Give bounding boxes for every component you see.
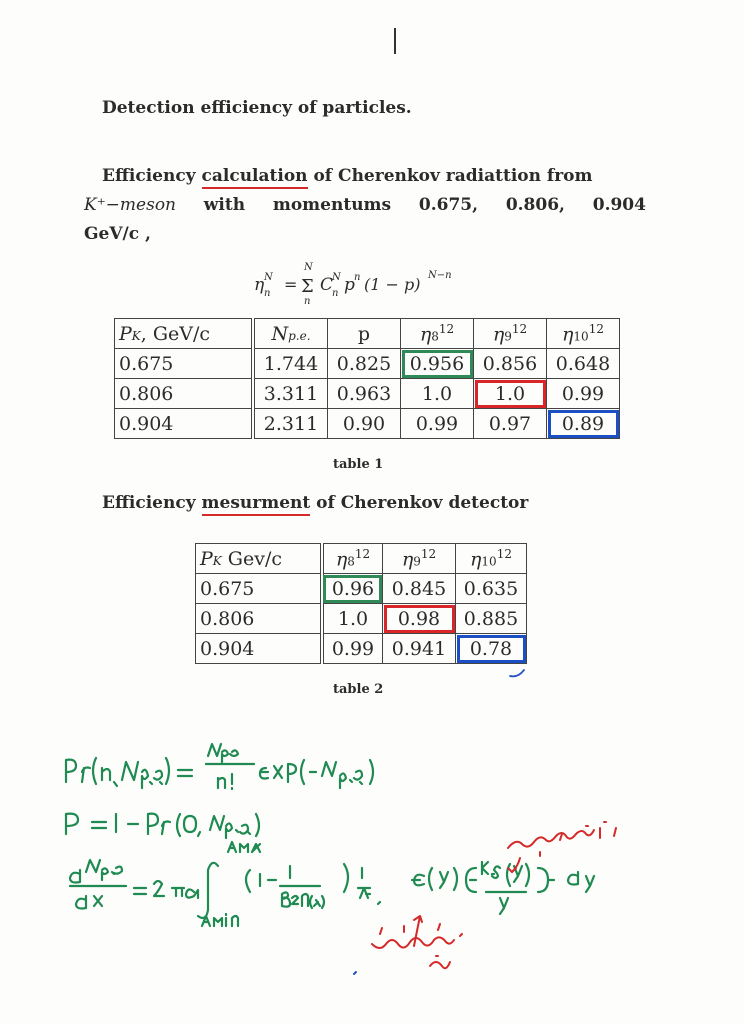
formula-c-sub: n <box>332 288 339 299</box>
momentum-2: 0.806, <box>505 195 565 215</box>
pk-unit: , GeV/c <box>140 322 211 345</box>
cell-eta9-highlighted: 0.98 <box>383 604 456 634</box>
formula-eta: η <box>254 275 265 295</box>
formula-c: C <box>320 275 334 295</box>
section1-pre: Efficiency <box>102 166 196 186</box>
green-ink-equations <box>66 670 594 926</box>
section2-post: of Cherenkov detector <box>316 493 529 513</box>
section2-underlined-word: mesurment <box>202 492 311 516</box>
pk-unit: Gev/c <box>221 547 283 570</box>
section1-underlined-word: calculation <box>202 165 308 189</box>
section1-line3: GeV/c , <box>84 224 151 244</box>
red-ink-annotations <box>354 822 616 974</box>
formula-sigma: Σ <box>301 276 314 297</box>
formula-eta-sup: N <box>264 272 273 283</box>
cell-eta9: 0.856 <box>474 349 547 379</box>
cell-eta8: 0.99 <box>401 409 474 439</box>
cell-eta8: 0.99 <box>322 634 383 664</box>
cell-pk: 0.806 <box>196 604 323 634</box>
cell-pk: 0.675 <box>196 574 323 604</box>
cell-eta8: 1.0 <box>322 604 383 634</box>
momentum-3: 0.904 <box>592 195 646 215</box>
cell-pk: 0.806 <box>115 379 254 409</box>
eta-sup: 12 <box>511 321 528 336</box>
momentum-1: 0.675, <box>418 195 479 215</box>
formula-equals: = <box>284 275 298 294</box>
cell-eta10-highlighted: 0.78 <box>456 634 527 664</box>
page-title: Detection efficiency of particles. <box>102 98 412 118</box>
eta-sub: 8 <box>431 329 439 344</box>
word-with: with <box>203 195 246 215</box>
cell-eta9: 0.97 <box>474 409 547 439</box>
section2-pre: Efficiency <box>102 493 196 513</box>
pk-symbol: P <box>200 547 213 570</box>
eta-symbol: η <box>335 548 348 571</box>
npe-sub: p.e. <box>288 328 311 343</box>
cell-npe: 2.311 <box>253 409 328 439</box>
eta-symbol: η <box>562 323 574 346</box>
word-momentums: momentums <box>272 195 392 215</box>
eta-symbol: η <box>419 323 432 346</box>
eta-symbol: η <box>470 548 482 571</box>
formula-paren-sup: N−n <box>428 270 452 281</box>
eta-symbol: η <box>401 548 414 571</box>
eta-sup: 12 <box>420 546 437 561</box>
table2-caption: table 2 <box>333 682 384 697</box>
eta-sub: 10 <box>573 329 589 344</box>
kaon-meson: K⁺−meson <box>84 195 177 215</box>
cell-eta10: 0.648 <box>547 349 620 379</box>
cell-p: 0.90 <box>328 409 401 439</box>
cell-eta9-highlighted: 1.0 <box>474 379 547 409</box>
cell-p: 0.825 <box>328 349 401 379</box>
pk-sub: K <box>131 328 141 343</box>
eta-sub: 9 <box>504 329 512 344</box>
cell-eta10-highlighted: 0.89 <box>547 409 620 439</box>
eta-sub: 9 <box>413 554 421 569</box>
formula-p: p <box>344 275 355 295</box>
formula-eta-sub: n <box>264 288 271 299</box>
cell-eta10: 0.99 <box>547 379 620 409</box>
cell-npe: 1.744 <box>253 349 328 379</box>
formula-sum-top: N <box>304 262 313 273</box>
eta-sup: 12 <box>438 321 455 336</box>
cell-eta9: 0.845 <box>383 574 456 604</box>
cell-eta8: 1.0 <box>401 379 474 409</box>
eta-sup: 12 <box>588 321 604 336</box>
p-symbol: p <box>357 322 371 345</box>
eta-sub: 8 <box>347 554 355 569</box>
cell-eta8-highlighted: 0.96 <box>322 574 383 604</box>
formula-paren: (1 − p) <box>364 275 421 294</box>
formula-p-sup: n <box>354 272 361 283</box>
eta-sup: 12 <box>354 546 371 561</box>
eta-sup: 12 <box>496 546 512 561</box>
cell-npe: 3.311 <box>253 379 328 409</box>
cell-eta8-highlighted: 0.956 <box>401 349 474 379</box>
cell-eta10: 0.635 <box>456 574 527 604</box>
pk-symbol: P <box>119 322 132 345</box>
cell-eta9: 0.941 <box>383 634 456 664</box>
cell-eta10: 0.885 <box>456 604 527 634</box>
cell-pk: 0.904 <box>115 409 254 439</box>
npe-symbol: N <box>271 322 289 345</box>
cell-p: 0.963 <box>328 379 401 409</box>
table1-caption: table 1 <box>333 457 384 472</box>
eta-symbol: η <box>492 323 505 346</box>
section1-post: of Cherenkov radiattion from <box>313 166 593 186</box>
eta-sub: 10 <box>481 554 497 569</box>
cell-pk: 0.904 <box>196 634 323 664</box>
formula-sum-bot: n <box>304 296 311 306</box>
pk-sub: K <box>212 553 222 568</box>
cell-pk: 0.675 <box>115 349 254 379</box>
formula-c-sup: N <box>332 272 341 283</box>
